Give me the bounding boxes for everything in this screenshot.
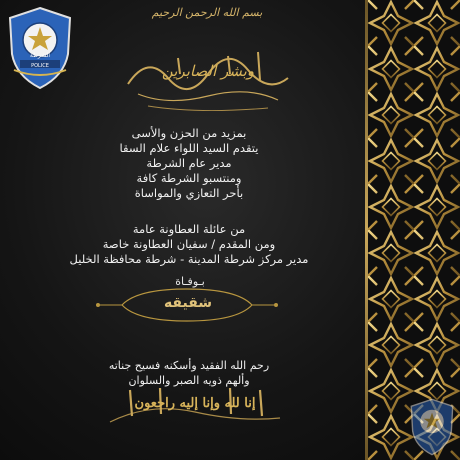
emblem-top-text: الشرطة	[29, 52, 51, 59]
closing-phrase: إنا لله وإنا إليه راجعون	[134, 396, 256, 411]
basmala: بسم الله الرحمن الرحيم	[151, 6, 263, 19]
message-line: بمزيد من الحزن والأسى	[131, 126, 247, 140]
message-block-1	[24, 126, 354, 201]
police-emblem-watermark	[408, 398, 456, 456]
message-line: مدير مركز شرطة المدينة - شرطة محافظة الخليل	[69, 252, 309, 266]
prayer-line: رحم الله الفقيد وأسكنه فسيح جناته	[108, 359, 270, 372]
verse-calligraphy	[108, 44, 308, 122]
message-line: من عائلة العطاونة عامة	[132, 222, 246, 236]
message-line: مدير عام الشرطة	[146, 156, 232, 170]
relation-word: شقيقه	[163, 295, 213, 311]
message-block-2	[24, 222, 354, 267]
police-emblem	[6, 6, 74, 90]
message-line: ومنتسبو الشرطة كافة	[136, 171, 242, 185]
message-line: بأحر التعازي والمواساة	[134, 186, 244, 200]
emblem-bottom-text: POLICE	[31, 63, 49, 69]
verse-text: وبشر الصابرين	[161, 62, 255, 80]
message-line: ومن المقدم / سفيان العطاونة خاصة	[102, 237, 276, 251]
death-word: بـوفـاة	[175, 275, 205, 288]
message-line: يتقدم السيد اللواء علام السقا	[119, 141, 259, 155]
prayer-line: وألهم ذويه الصبر والسلوان	[128, 374, 250, 387]
gold-lattice-ornament	[368, 0, 460, 460]
